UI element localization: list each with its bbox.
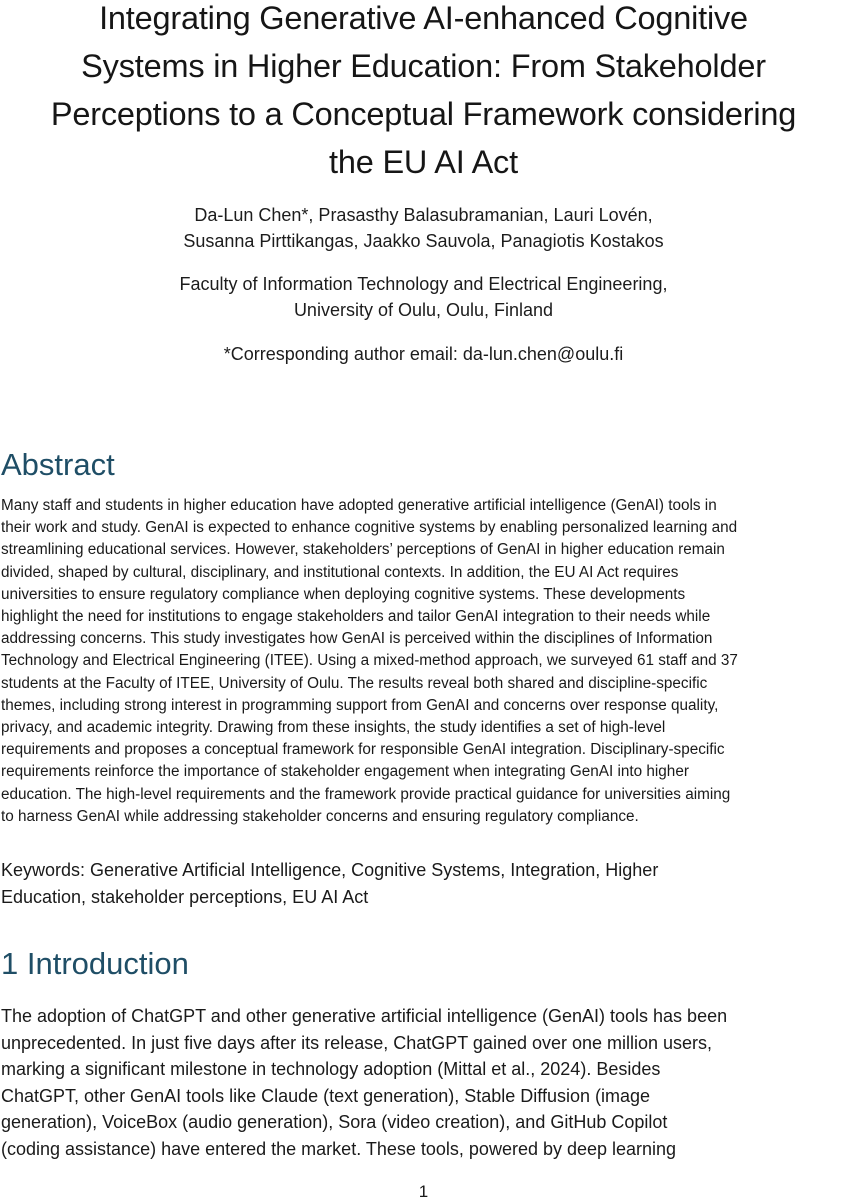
abstract-body: [1, 495, 847, 828]
abstract-line: Many staff and students in higher education have adopted generative artificial intelligence (GenAI) tools in: [1, 497, 717, 514]
abstract-line: highlight the need for institutions to engage stakeholders and tailor GenAI integration to their needs while: [1, 608, 711, 626]
affiliation: [0, 271, 847, 323]
author-list: [0, 202, 847, 254]
abstract-line: requirements reinforce the importance of stakeholder engagement when integrating GenAI into higher: [1, 763, 689, 781]
abstract-line: streamlining educational services. However, stakeholders’ perceptions of GenAI in higher education remain: [1, 541, 725, 559]
introduction-line: ChatGPT, other GenAI tools like Claude (text generation), Stable Diffusion (image: [1, 1085, 651, 1106]
abstract-line: universities to ensure regulatory compliance when deploying cognitive systems. These developments: [1, 585, 686, 603]
affiliation-line: University of Oulu, Oulu, Finland: [293, 300, 554, 320]
title-line: Integrating Generative AI-enhanced Cognitive: [99, 0, 748, 36]
abstract-line: to harness GenAI while addressing stakeholder concerns and ensuring regulatory compliance.: [1, 807, 639, 825]
introduction-line: The adoption of ChatGPT and other generative artificial intelligence (GenAI) tools has been: [1, 1006, 728, 1026]
author-line: Susanna Pirttikangas, Jaakko Sauvola, Panagiotis Kostakos: [183, 231, 664, 251]
introduction-line: generation), VoiceBox (audio generation), Sora (video creation), and GitHub Copilot: [1, 1112, 668, 1133]
abstract-line: themes, including strong interest in programming support from GenAI and concerns over response quality,: [1, 696, 719, 714]
abstract-line: education. The high-level requirements and the framework provide practical guidance for universities aiming: [1, 785, 731, 803]
abstract-line: students at the Faculty of ITEE, University of Oulu. The results reveal both shared and discipline-specific: [1, 674, 708, 692]
title-line: the EU AI Act: [329, 144, 518, 180]
abstract-line: Technology and Electrical Engineering (ITEE). Using a mixed-method approach, we surveyed 61 staff and 37: [1, 652, 738, 670]
title-line: Systems in Higher Education: From Stakeholder: [81, 48, 766, 84]
abstract-line: privacy, and academic integrity. Drawing from these insights, the study identifies a set of high-level: [1, 719, 666, 737]
abstract-line: addressing concerns. This study investigates how GenAI is perceived within the disciplines of Information: [1, 630, 713, 648]
introduction-heading: 1 Introduction: [1, 946, 189, 981]
introduction-body: [1, 1003, 847, 1163]
abstract-line: their work and study. GenAI is expected to enhance cognitive systems by enabling personalized learning and: [1, 519, 738, 537]
affiliation-line: Faculty of Information Technology and Electrical Engineering,: [179, 274, 668, 294]
keywords-line: Keywords: Generative Artificial Intelligence, Cognitive Systems, Integration, Higher: [1, 860, 659, 880]
keywords-line: Education, stakeholder perceptions, EU AI Act: [1, 886, 369, 907]
abstract-line: requirements and proposes a conceptual framework for responsible GenAI integration. Disciplinary-specific: [1, 741, 725, 759]
corresponding-author-email: *Corresponding author email: da-lun.chen@oulu.fi: [223, 344, 624, 364]
page-number: 1: [418, 1182, 429, 1201]
introduction-line: unprecedented. In just five days after its release, ChatGPT gained over one million users,: [1, 1032, 713, 1053]
abstract-line: divided, shaped by cultural, disciplinary, and institutional contexts. In addition, the EU AI Act requires: [1, 563, 679, 581]
author-line: Da-Lun Chen*, Prasasthy Balasubramanian, Lauri Lovén,: [194, 205, 653, 225]
paper-title: [0, 0, 847, 186]
abstract-heading: Abstract: [1, 447, 115, 482]
title-line: Perceptions to a Conceptual Framework considering: [50, 96, 797, 132]
keywords: [1, 857, 847, 910]
introduction-line: (coding assistance) have entered the market. These tools, powered by deep learning: [1, 1138, 677, 1159]
introduction-line: marking a significant milestone in technology adoption (Mittal et al., 2024). Besides: [1, 1059, 661, 1080]
